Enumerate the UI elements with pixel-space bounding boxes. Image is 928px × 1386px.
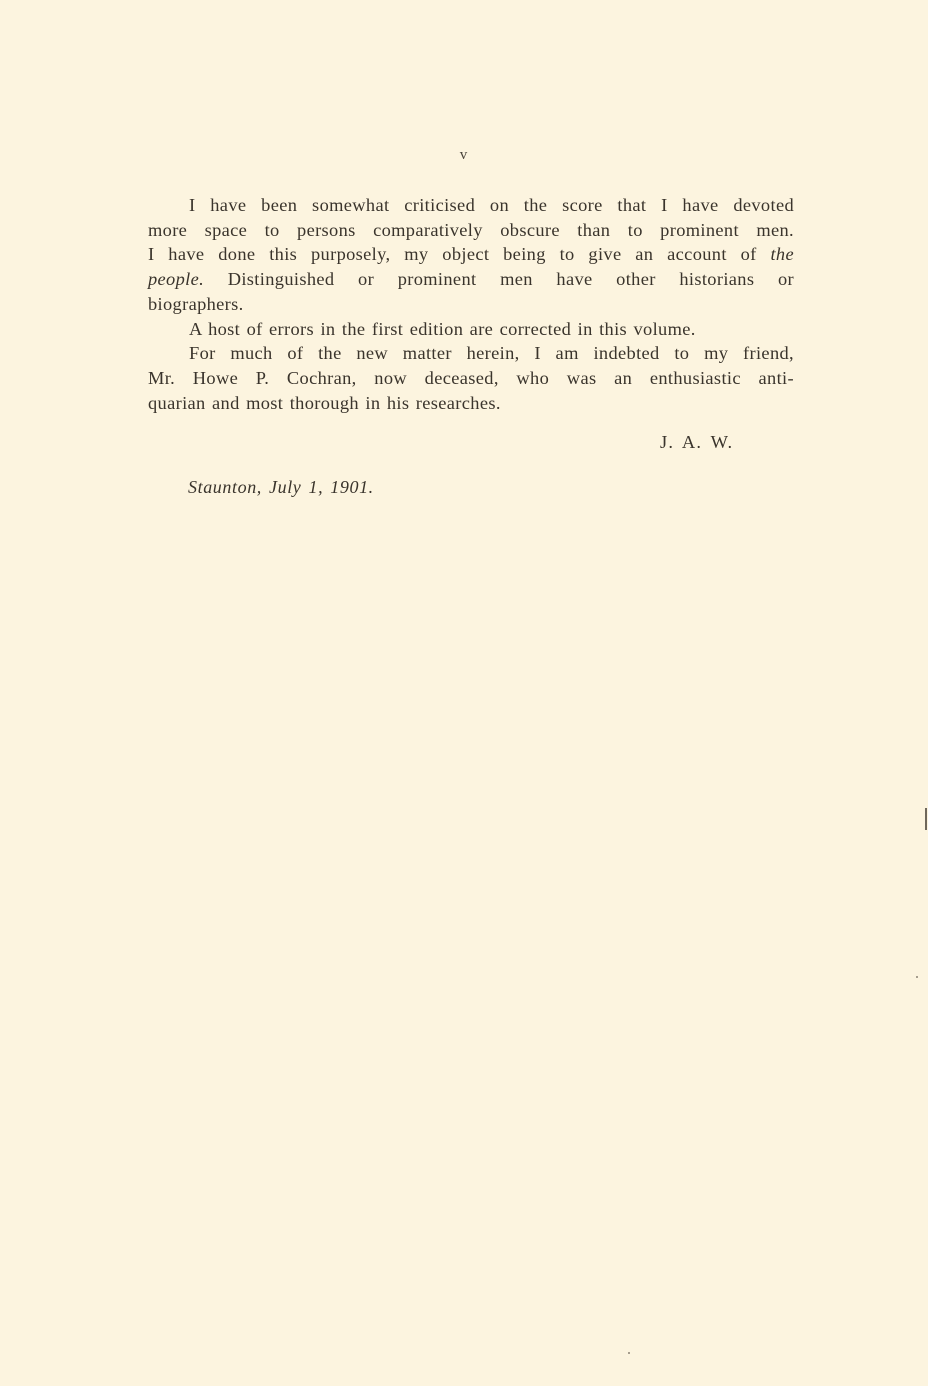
text-segment: Distinguished or prominent men have other historians or — [204, 269, 794, 290]
text-line — [148, 267, 794, 292]
text-line: Mr. Howe P. Cochran, now deceased, who was an enthusiastic anti- — [148, 367, 794, 388]
speck — [628, 1352, 630, 1354]
text-segment: I have done this purposely, my object being to give an account of — [148, 244, 771, 265]
signature: J. A. W. — [660, 432, 734, 452]
text-line: more space to persons comparatively obscure than to prominent men. — [148, 219, 794, 240]
italic-phrase: people. — [148, 269, 205, 290]
preface-body — [148, 193, 794, 415]
dateline: Staunton, July 1, 1901. — [188, 477, 374, 497]
text-line: I have been somewhat criticised on the score that I have devoted — [189, 195, 794, 215]
text-line — [148, 242, 794, 267]
italic-phrase: the — [770, 244, 794, 265]
text-line: For much of the new matter herein, I am indebted to my friend, — [189, 343, 794, 364]
page-number: v — [459, 147, 469, 163]
text-line: A host of errors in the first edition are corrected in this volume. — [189, 318, 696, 339]
text-line: biographers. — [148, 293, 244, 314]
text-line: quarian and most thorough in his researches. — [148, 392, 501, 413]
page-edge-mark — [925, 808, 927, 830]
speck — [916, 976, 918, 978]
